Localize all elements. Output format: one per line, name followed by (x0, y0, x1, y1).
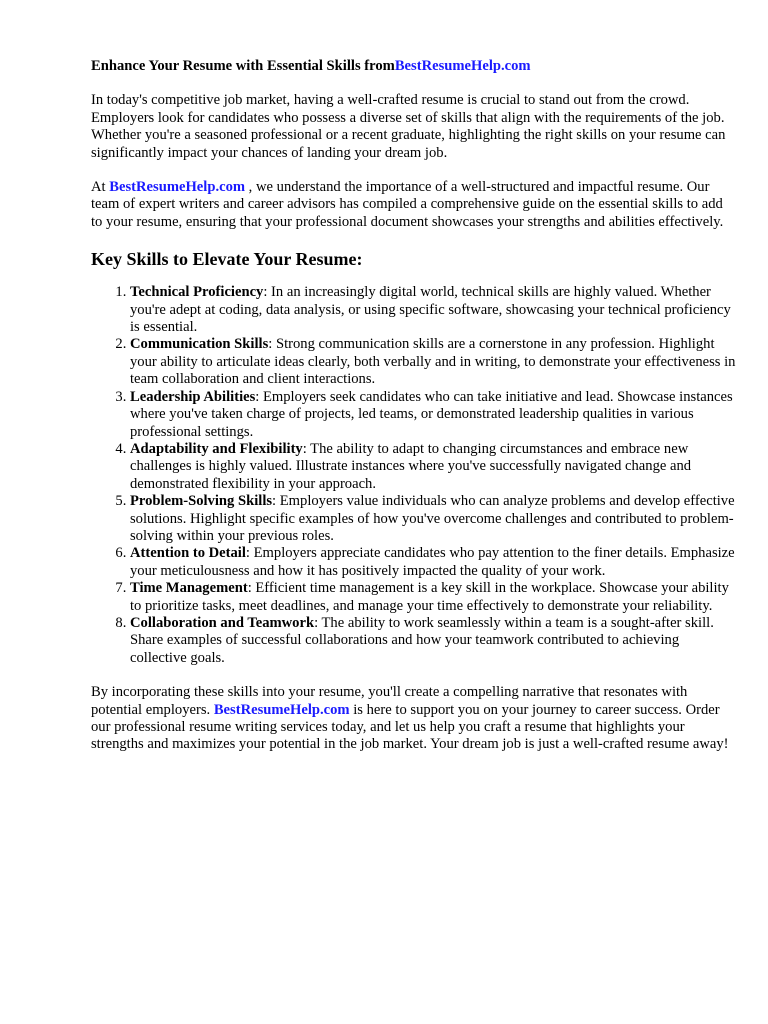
skill-name: Collaboration and Teamwork (130, 614, 315, 631)
skill-name: Communication Skills (130, 336, 269, 353)
list-item (130, 545, 737, 580)
list-item (130, 336, 737, 388)
document-title (91, 58, 737, 75)
skill-description: : Employers appreciate candidates who pay attention to the finer details. Emphasize your meticulousness and how it has positively impacted the quality of your work. (130, 545, 735, 579)
about-paragraph (91, 179, 737, 231)
list-item (130, 493, 737, 545)
skill-name: Technical Proficiency (130, 284, 264, 301)
skill-name: Adaptability and Flexibility (130, 440, 303, 457)
list-item (130, 441, 737, 493)
list-item (130, 284, 737, 336)
skill-name: Time Management (130, 580, 248, 597)
skill-description: : The ability to adapt to changing circumstances and embrace new challenges is highly valued. Illustrate instances where you've successfully navigated change and demonstrated flexibility in your approach. (130, 440, 692, 492)
about-text: , we understand the importance of a well-structured and impactful resume. Our team of expert writers and career advisors has compiled a comprehensive guide on the essential skills to add to your resume, ensuring that your professional document showcases your strengths and abilities effectively. (91, 179, 724, 230)
skills-list (91, 284, 737, 667)
document-page (91, 58, 737, 771)
list-item (130, 615, 737, 667)
section-heading: Key Skills to Elevate Your Resume: (91, 249, 363, 270)
title-text: Enhance Your Resume with Essential Skills from (91, 58, 395, 74)
skill-description: : Employers value individuals who can analyze problems and develop effective solutions. Highlight specific examples of how you've overcome challenges and contributed to problem-solving within your previous roles. (130, 493, 735, 544)
closing-text: is here to support you on your journey to career success. Order our professional resume writing services today, and let us help you craft a resume that highlights your strengths and maximizes your potential in the job market. Your dream job is just a well-crafted resume away! (91, 701, 729, 753)
list-item (130, 389, 737, 441)
skill-description: : Employers seek candidates who can take initiative and lead. Showcase instances where you've taken charge of projects, led teams, or demonstrated leadership qualities in various professional settings. (130, 388, 733, 440)
skill-description: : Efficient time management is a key skill in the workplace. Showcase your ability to prioritize tasks, meet deadlines, and manage your time effectively to demonstrate your reliability. (130, 580, 729, 614)
skill-name: Leadership Abilities (130, 388, 256, 405)
closing-prefix: By incorporating these skills into your resume, you'll create a compelling narrative that resonates with potential employers. (91, 684, 688, 718)
title-link[interactable]: BestResumeHelp.com (394, 58, 531, 74)
intro-paragraph: In today's competitive job market, having a well-crafted resume is crucial to stand out from the crowd. Employers look for candidates who possess a diverse set of skills that align with the requirements of the job. Whether you're a seasoned professional or a recent graduate, highlighting the right skills on your resume can significantly impact your chances of landing your dream job. (91, 92, 726, 161)
about-prefix: At (91, 179, 110, 196)
closing-link[interactable]: BestResumeHelp.com (213, 701, 350, 718)
skill-description: : The ability to work seamlessly within a team is a sought-after skill. Share examples of successful collaborations and how your teamwork contributed to achieving collective goals. (130, 614, 714, 666)
skill-description: : In an increasingly digital world, technical skills are highly valued. Whether you're adept at coding, data analysis, or using specific software, showcasing your technical proficiency is essential. (130, 284, 731, 336)
list-item (130, 580, 737, 615)
skill-description: : Strong communication skills are a cornerstone in any profession. Highlight your ability to articulate ideas clearly, both verbally and in writing, to demonstrate your effectiveness in team collaboration and client interactions. (130, 336, 736, 388)
about-link[interactable]: BestResumeHelp.com (109, 179, 246, 196)
skill-name: Attention to Detail (130, 545, 246, 562)
skill-name: Problem-Solving Skills (130, 493, 273, 510)
closing-paragraph (91, 684, 737, 754)
